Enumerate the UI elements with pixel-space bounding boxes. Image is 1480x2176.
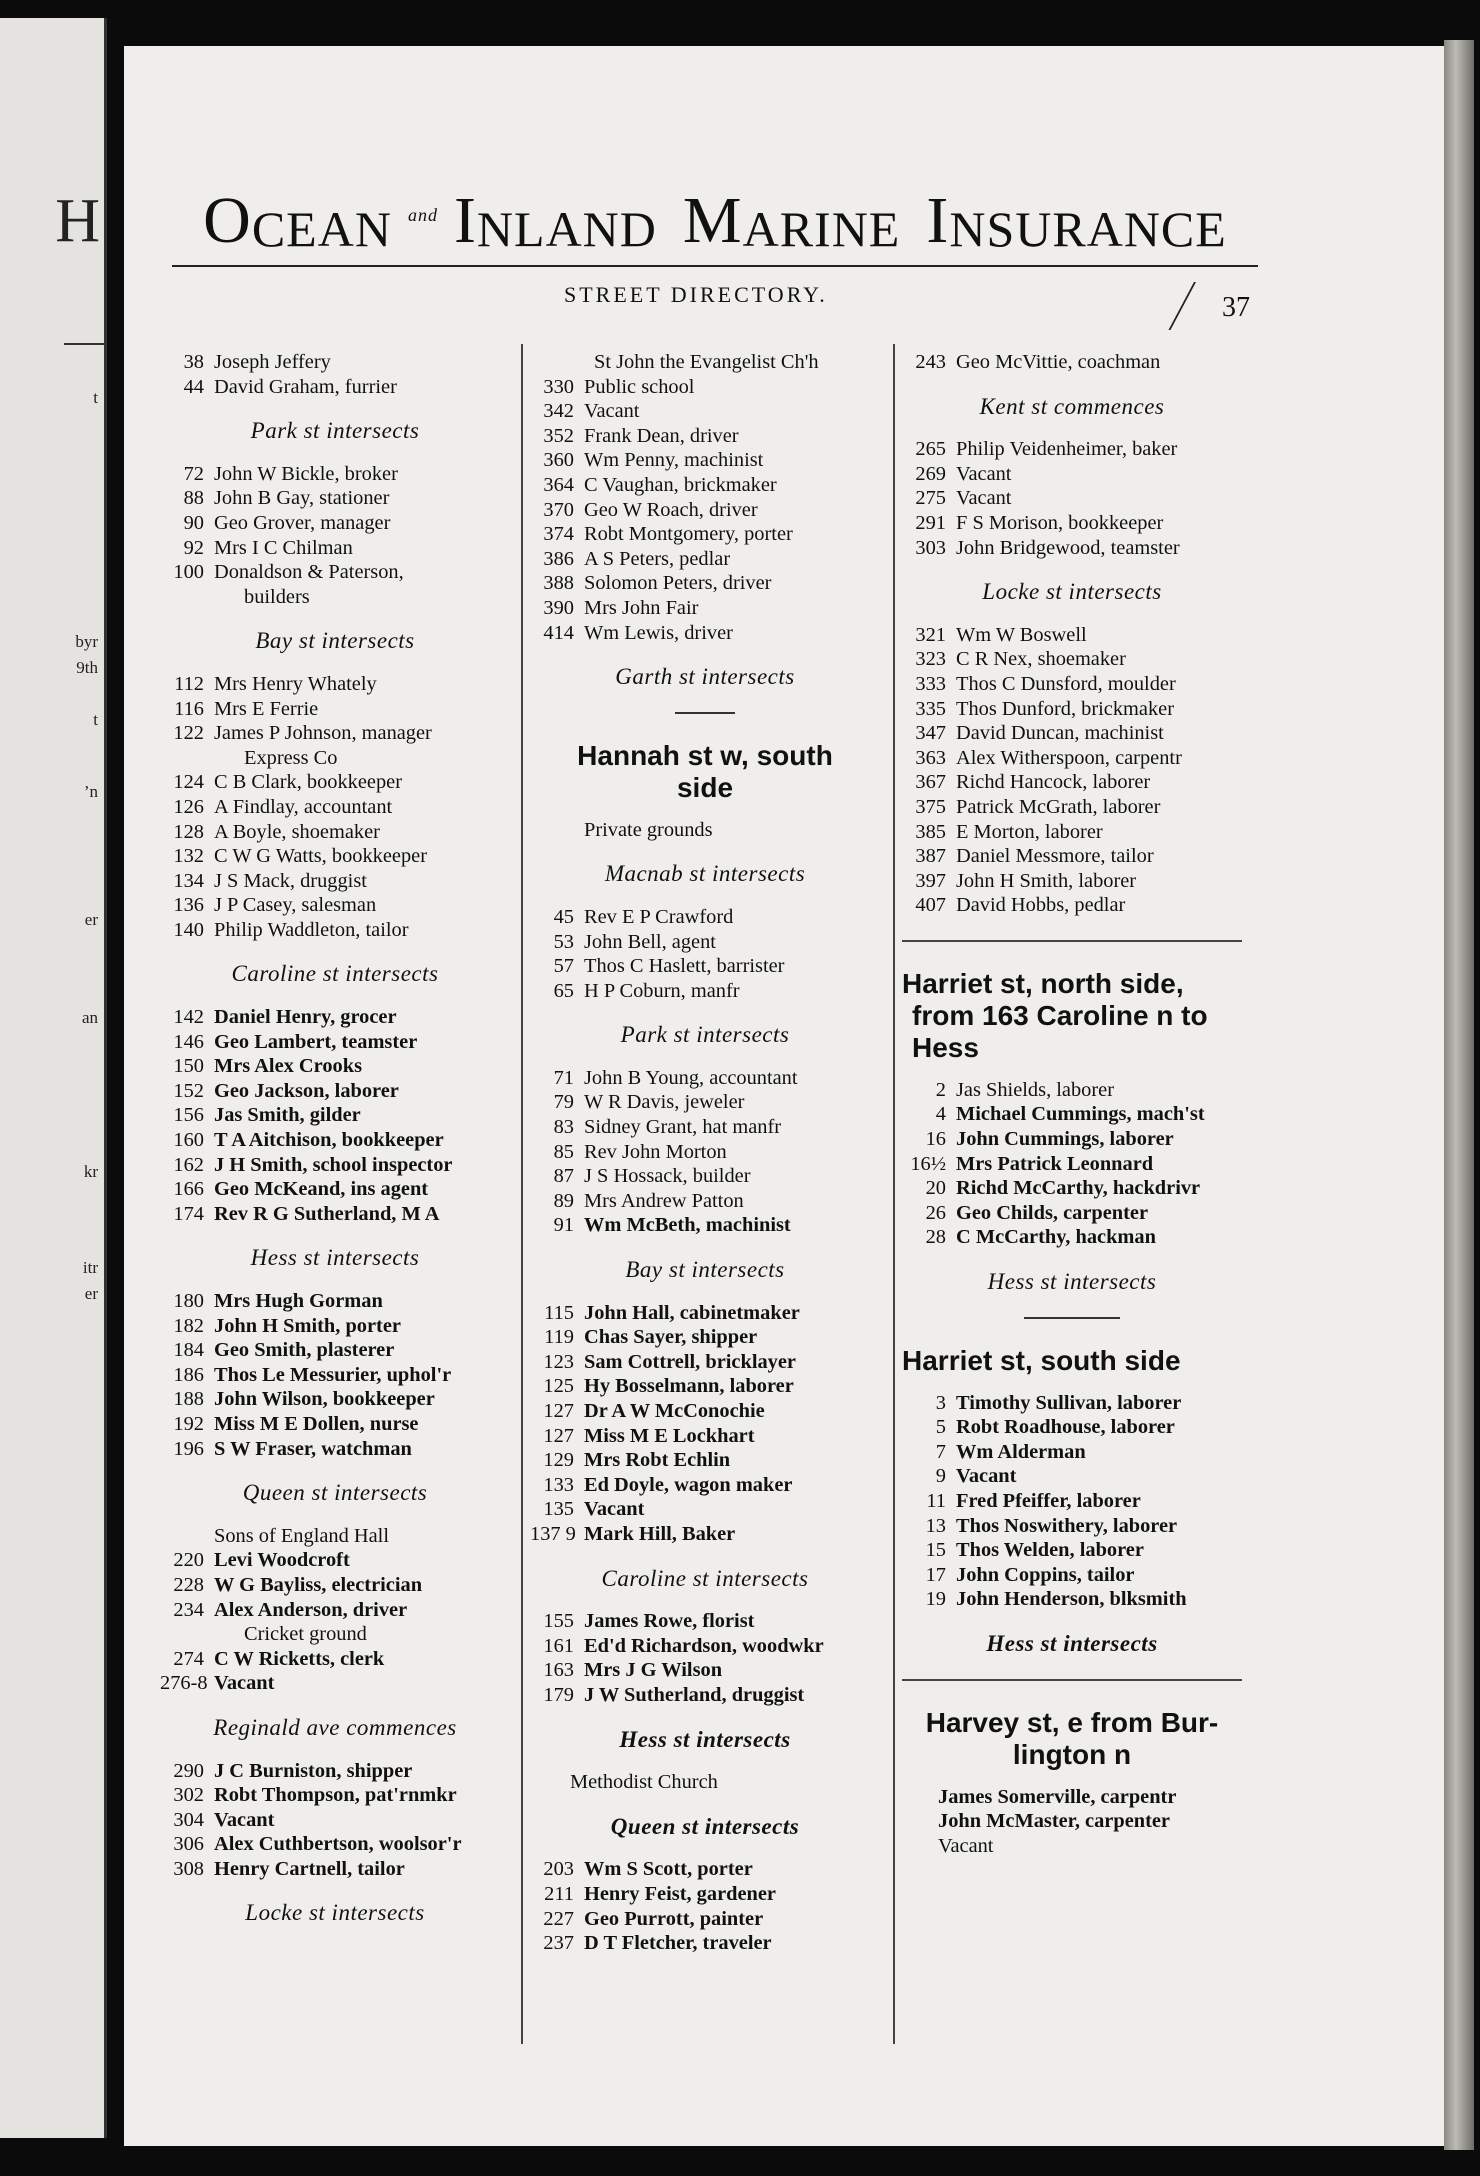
directory-entry: 174 Rev R G Sutherland, M A: [173, 1202, 440, 1225]
facing-page-fragment: er: [84, 910, 98, 929]
directory-entry: 276-8 Vacant: [160, 1672, 275, 1695]
directory-entry: 390 Mrs John Fair: [543, 596, 699, 619]
facing-page-edge: [0, 18, 107, 2138]
directory-entry: 72 John W Bickle, broker: [183, 462, 398, 485]
directory-entry: 161 Ed'd Richardson, woodwkr: [543, 1634, 824, 1657]
facing-page-fragment: itr: [82, 1258, 98, 1277]
directory-entry: 160 T A Aitchison, bookkeeper: [173, 1129, 444, 1152]
facing-page-fragment: kr: [83, 1162, 98, 1181]
directory-entry: 152 Geo Jackson, laborer: [173, 1079, 399, 1102]
directory-entry: 184 Geo Smith, plasterer: [173, 1339, 395, 1362]
directory-entry: 364 C Vaughan, brickmaker: [543, 473, 777, 496]
directory-entry: 7 Wm Alderman: [935, 1440, 1086, 1463]
directory-entry: 243 Geo McVittie, coachman: [915, 351, 1161, 373]
facing-page-fragment: 9th: [76, 658, 98, 677]
directory-entry: 88 John B Gay, stationer: [183, 487, 390, 510]
directory-entry: 89 Mrs Andrew Patton: [553, 1189, 744, 1212]
directory-entry: 323 C R Nex, shoemaker: [915, 648, 1126, 671]
directory-entry: 122 James P Johnson, manager: [173, 722, 432, 745]
title-initial: I: [453, 184, 477, 257]
cross-street-heading: Locke st intersects: [245, 1900, 425, 1926]
directory-entry: 227 Geo Purrott, painter: [543, 1907, 764, 1930]
directory-entry: 192 Miss M E Dollen, nurse: [173, 1412, 419, 1435]
directory-entry: 155 James Rowe, florist: [543, 1610, 755, 1633]
directory-entry: 182 John H Smith, porter: [173, 1314, 401, 1337]
section-divider: [902, 1679, 1242, 1681]
cross-street-heading: Macnab st intersects: [604, 861, 806, 887]
directory-entry: 386 A S Peters, pedlar: [543, 547, 731, 570]
title-word: CEAN: [251, 201, 392, 257]
street-heading: [902, 968, 1242, 1064]
directory-entry: 360 Wm Penny, machinist: [543, 449, 764, 472]
landmark-entry: Vacant: [938, 1834, 994, 1857]
directory-entry: 290 J C Burniston, shipper: [173, 1759, 413, 1782]
directory-entry: 387 Daniel Messmore, tailor: [915, 845, 1154, 868]
cross-street-heading: Hess st intersects: [986, 1630, 1158, 1656]
cross-street-heading: Bay st intersects: [255, 628, 415, 654]
directory-entry: 275 Vacant: [915, 487, 1012, 510]
directory-entry: 211 Henry Feist, gardener: [544, 1882, 776, 1905]
landmark-entry: John McMaster, carpenter: [938, 1810, 1170, 1833]
directory-entry: 112 Mrs Henry Whately: [174, 672, 377, 695]
directory-entry: 234 Alex Anderson, driver: [173, 1598, 408, 1621]
directory-entry: 19 John Henderson, blksmith: [925, 1588, 1187, 1611]
page-stack-edge: [1444, 40, 1474, 2150]
directory-entry: 188 John Wilson, bookkeeper: [173, 1388, 435, 1411]
landmark-entry: St John the Evangelist Ch'h: [594, 351, 819, 373]
directory-entry: 127 Miss M E Lockhart: [543, 1424, 755, 1447]
directory-entry: 16½ Mrs Patrick Leonnard: [910, 1152, 1154, 1175]
title-word: ARINE: [742, 201, 901, 257]
directory-entry: 304 Vacant: [173, 1808, 275, 1831]
directory-entry: 127 Dr A W McConochie: [543, 1400, 765, 1422]
cross-street-heading: Locke st intersects: [982, 579, 1162, 605]
directory-entry: 137 9 Mark Hill, Baker: [530, 1522, 736, 1545]
cross-street-heading: Queen st intersects: [610, 1813, 800, 1839]
directory-entry: 370 Geo W Roach, driver: [543, 498, 758, 521]
landmark-entry: Cricket ground: [244, 1623, 367, 1646]
facing-page-fragment: er: [84, 1284, 98, 1303]
directory-entry: 38 Joseph Jeffery: [183, 351, 331, 373]
title-word: NLAND: [476, 201, 657, 257]
title-and: and: [407, 204, 438, 225]
directory-entry: 150 Mrs Alex Crooks: [173, 1055, 363, 1078]
directory-entry: 179 J W Sutherland, druggist: [543, 1683, 805, 1706]
directory-entry: 125 Hy Bosselmann, laborer: [543, 1375, 794, 1398]
directory-entry: 203 Wm S Scott, porter: [543, 1858, 753, 1881]
directory-entry: 13 Thos Noswithery, laborer: [925, 1514, 1178, 1537]
directory-entry: 91 Wm McBeth, machinist: [553, 1214, 791, 1237]
directory-entry: 15 Thos Welden, laborer: [925, 1539, 1144, 1562]
entry-continuation: Express Co: [244, 746, 338, 769]
directory-entry: 53 John Bell, agent: [553, 930, 716, 953]
column-rule: [893, 344, 895, 2044]
column-rule: [521, 344, 523, 2044]
directory-entry: 92 Mrs I C Chilman: [183, 536, 353, 559]
facing-page-fragment: t: [93, 388, 98, 407]
directory-entry: 65 H P Coburn, manfr: [553, 979, 740, 1002]
directory-entry: 220 Levi Woodcroft: [173, 1549, 350, 1572]
directory-entry: 347 David Duncan, machinist: [915, 722, 1164, 745]
cross-street-heading: Park st intersects: [620, 1022, 790, 1048]
street-heading-line: from 163 Caroline n to: [912, 999, 1208, 1031]
directory-entry: 28 C McCarthy, hackman: [925, 1226, 1156, 1249]
directory-entry: 17 John Coppins, tailor: [925, 1563, 1135, 1586]
directory-entry: 237 D T Fletcher, traveler: [543, 1932, 772, 1955]
directory-entry: 274 C W Ricketts, clerk: [173, 1647, 385, 1670]
directory-entry: 302 Robt Thompson, pat'rnmkr: [173, 1784, 457, 1807]
directory-entry: 45 Rev E P Crawford: [553, 905, 734, 928]
directory-entry: 388 Solomon Peters, driver: [543, 572, 772, 595]
facing-page-letter: H: [55, 187, 100, 255]
facing-page-fragment: t: [93, 710, 98, 729]
cross-street-heading: Caroline st intersects: [601, 1565, 809, 1591]
directory-entry: 163 Mrs J G Wilson: [543, 1659, 723, 1682]
landmark-entry: Private grounds: [584, 818, 713, 841]
directory-entry: 100 Donaldson & Paterson,: [173, 561, 404, 584]
directory-entry: 119 Chas Sayer, shipper: [544, 1326, 758, 1349]
directory-column-2: [530, 350, 880, 1956]
directory-entry: 136 J P Casey, salesman: [173, 894, 377, 917]
directory-entry: 71 John B Young, accountant: [553, 1066, 798, 1089]
directory-entry: 135 Vacant: [543, 1498, 645, 1521]
directory-entry: 306 Alex Cuthbertson, woolsor'r: [173, 1833, 462, 1856]
directory-entry: 291 F S Morison, bookkeeper: [915, 511, 1164, 534]
directory-entry: 3 Timothy Sullivan, laborer: [935, 1391, 1182, 1414]
directory-entry: 57 Thos C Haslett, barrister: [553, 955, 785, 978]
directory-entry: 2 Jas Shields, laborer: [935, 1078, 1114, 1101]
header-rule: [172, 265, 1258, 267]
street-heading: [902, 1707, 1242, 1771]
page-number: 37: [1222, 292, 1250, 323]
cross-street-heading: Reginald ave commences: [213, 1714, 457, 1740]
directory-entry: 335 Thos Dunford, brickmaker: [915, 697, 1175, 720]
title-word: NSURANCE: [949, 201, 1227, 257]
title-initial: I: [926, 184, 950, 257]
directory-entry: 269 Vacant: [915, 462, 1012, 485]
page-header-title: [170, 176, 1260, 257]
directory-entry: 5 Robt Roadhouse, laborer: [935, 1416, 1175, 1439]
directory-entry: 375 Patrick McGrath, laborer: [915, 795, 1161, 818]
street-heading-line: Hess: [912, 1031, 979, 1063]
directory-entry: 333 Thos C Dunsford, moulder: [915, 672, 1176, 695]
landmark-entry: Sons of England Hall: [214, 1524, 390, 1547]
directory-entry: 265 Philip Veidenheimer, baker: [915, 438, 1178, 461]
street-heading-line: Harvey st, e from Bur-: [925, 1706, 1219, 1738]
directory-entry: 321 Wm W Boswell: [915, 623, 1087, 646]
directory-entry: 124 C B Clark, bookkeeper: [173, 771, 403, 794]
title-initial: M: [682, 184, 743, 257]
directory-entry: 303 John Bridgewood, teamster: [915, 536, 1180, 559]
cross-street-heading: Bay st intersects: [625, 1257, 785, 1283]
cross-street-heading: Queen st intersects: [242, 1480, 428, 1506]
directory-entry: 128 A Boyle, shoemaker: [173, 820, 380, 843]
directory-entry: 228 W G Bayliss, electrician: [173, 1573, 423, 1596]
running-head: STREET DIRECTORY.: [564, 282, 828, 307]
directory-entry: 407 David Hobbs, pedlar: [915, 894, 1126, 917]
directory-entry: 385 E Morton, laborer: [915, 820, 1103, 843]
section-dash: [675, 712, 735, 714]
directory-entry: 414 Wm Lewis, driver: [543, 621, 733, 644]
directory-entry: 363 Alex Witherspoon, carpentr: [915, 746, 1182, 769]
directory-entry: 142 Daniel Henry, grocer: [173, 1006, 397, 1029]
directory-entry: 186 Thos Le Messurier, uphol'r: [173, 1363, 452, 1386]
cross-street-heading: Hess st intersects: [987, 1269, 1157, 1295]
cross-street-heading: Kent st commences: [979, 393, 1165, 419]
directory-entry: 134 J S Mack, druggist: [173, 869, 367, 892]
directory-entry: 26 Geo Childs, carpenter: [925, 1201, 1148, 1224]
directory-entry: 20 Richd McCarthy, hackdrivr: [925, 1177, 1201, 1200]
directory-entry: 87 J S Hossack, builder: [553, 1165, 751, 1188]
directory-entry: 11 Fred Pfeiffer, laborer: [926, 1490, 1141, 1512]
directory-entry: 132 C W G Watts, bookkeeper: [173, 845, 427, 868]
directory-entry: 140 Philip Waddleton, tailor: [173, 918, 409, 941]
directory-entry: 115 John Hall, cabinetmaker: [544, 1301, 800, 1324]
landmark-entry: Methodist Church: [570, 1771, 718, 1794]
directory-entry: 146 Geo Lambert, teamster: [173, 1030, 418, 1053]
cross-street-heading: Hess st intersects: [250, 1245, 420, 1271]
entry-continuation: builders: [244, 585, 310, 608]
facing-page-fragment: byr: [75, 632, 98, 651]
facing-page-fragment: an: [81, 1008, 98, 1027]
directory-entry: 126 A Findlay, accountant: [173, 795, 393, 818]
directory-entry: 308 Henry Cartnell, tailor: [173, 1857, 405, 1880]
directory-column-3: [902, 350, 1242, 1858]
directory-entry: 79 W R Davis, jeweler: [553, 1091, 745, 1114]
street-heading-line: Hannah st w, south: [577, 739, 833, 771]
cross-street-heading: Caroline st intersects: [231, 961, 439, 987]
directory-entry: 367 Richd Hancock, laborer: [915, 771, 1151, 794]
directory-entry: 374 Robt Montgomery, porter: [543, 523, 793, 546]
section-divider: [902, 940, 1242, 942]
cross-street-heading: Garth st intersects: [615, 664, 795, 690]
street-heading: Harriet st, south side: [902, 1344, 1181, 1376]
directory-entry: 166 Geo McKeand, ins agent: [173, 1178, 429, 1201]
directory-entry: 196 S W Fraser, watchman: [173, 1437, 412, 1460]
directory-entry: 123 Sam Cottrell, bricklayer: [543, 1350, 796, 1373]
street-heading-line: Harriet st, north side,: [902, 967, 1184, 999]
directory-entry: 162 J H Smith, school inspector: [173, 1153, 453, 1176]
directory-entry: 16 John Cummings, laborer: [925, 1128, 1174, 1151]
directory-entry: 85 Rev John Morton: [553, 1140, 727, 1163]
directory-entry: 156 Jas Smith, gilder: [173, 1104, 361, 1127]
directory-entry: 397 John H Smith, laborer: [915, 869, 1137, 892]
facing-page-rule: [64, 343, 104, 345]
directory-column-1: [160, 350, 510, 1944]
directory-entry: 133 Ed Doyle, wagon maker: [543, 1473, 793, 1496]
street-heading-line: side: [676, 771, 734, 803]
directory-entry: 342 Vacant: [543, 400, 640, 423]
section-dash: [1024, 1317, 1120, 1319]
directory-entry: 4 Michael Cummings, mach'st: [935, 1103, 1205, 1126]
directory-entry: 9 Vacant: [935, 1465, 1017, 1488]
directory-entry: 330 Public school: [543, 375, 695, 398]
directory-entry: 180 Mrs Hugh Gorman: [173, 1290, 383, 1312]
directory-entry: 44 David Graham, furrier: [183, 375, 397, 398]
facing-page-fragment: ’n: [83, 782, 98, 801]
directory-entry: 129 Mrs Robt Echlin: [543, 1449, 731, 1472]
cross-street-heading: Hess st intersects: [619, 1726, 791, 1752]
cross-street-heading: Park st intersects: [250, 418, 420, 444]
directory-entry: 116 Mrs E Ferrie: [174, 697, 319, 720]
street-heading-line: lington n: [1012, 1738, 1132, 1770]
directory-entry: 352 Frank Dean, driver: [543, 424, 739, 447]
title-initial: O: [203, 184, 252, 257]
street-heading: [530, 740, 880, 804]
directory-entry: 83 Sidney Grant, hat manfr: [553, 1116, 782, 1139]
directory-entry: 90 Geo Grover, manager: [183, 511, 391, 534]
landmark-entry: James Somerville, carpentr: [938, 1785, 1177, 1808]
